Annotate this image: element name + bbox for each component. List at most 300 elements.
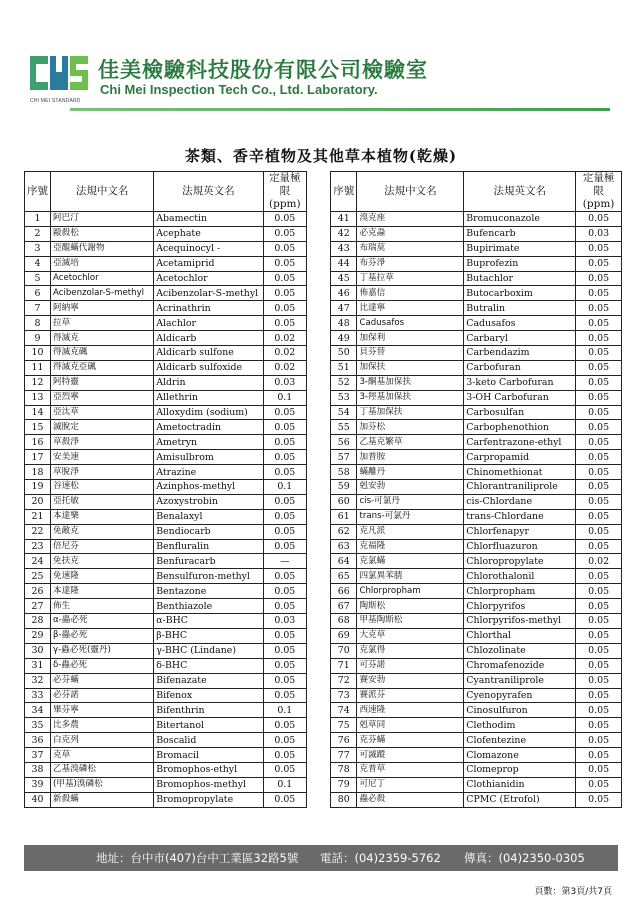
cell-name-en: Clothianidin [464,777,576,792]
cell-no: 46 [331,286,357,301]
table-row [331,762,622,777]
table-row [331,688,622,703]
cell-name-en: Acetamiprid [154,256,263,271]
table-row [331,480,622,495]
cell-name-en: Azoxystrobin [154,494,263,509]
cell-limit: 0.05 [576,494,622,509]
cell-name-en: Bromacil [154,748,263,763]
table-row [25,777,307,792]
cell-name-en: Carbofuran [464,360,576,375]
table-row [25,733,307,748]
cell-limit: 0.02 [576,554,622,569]
cell-name-zh: 新殺蟎 [51,792,154,807]
cell-no: 13 [25,390,51,405]
cell-no: 10 [25,346,51,361]
cell-name-zh: 剋安勃 [357,480,464,495]
cell-name-en: Chloropropylate [464,554,576,569]
cell-name-zh: 克氯得 [357,643,464,658]
cell-no: 73 [331,688,357,703]
cell-name-en: β-BHC [154,628,263,643]
table-row [25,375,307,390]
cell-limit: 0.05 [263,792,306,807]
cell-name-en: Bromophos-methyl [154,777,263,792]
cell-no: 44 [331,256,357,271]
cell-name-zh: trans-可氯丹 [357,509,464,524]
cell-limit: 0.05 [263,256,306,271]
page-number: 頁數：第3頁/共7頁 [534,887,612,897]
cell-name-zh: 必芬蟎 [51,673,154,688]
cell-no: 19 [25,480,51,495]
cell-name-zh: α-蟲必死 [51,614,154,629]
cell-name-zh: 乙基克繁草 [357,435,464,450]
cell-limit: 0.05 [263,688,306,703]
cell-limit: 0.05 [263,762,306,777]
cell-name-en: Butralin [464,301,576,316]
cell-name-en: Cyantraniliprole [464,673,576,688]
cms-logo-icon [30,52,90,96]
cell-name-zh: 克普草 [357,762,464,777]
table-row [25,792,307,807]
cell-no: 41 [331,212,357,227]
table-row [25,569,307,584]
table-row [25,360,307,375]
cell-no: 74 [331,703,357,718]
cell-name-en: Bromopropylate [154,792,263,807]
cell-name-zh: 本達隆 [51,584,154,599]
cell-limit: 0.05 [576,628,622,643]
cell-no: 80 [331,792,357,807]
cell-limit: 0.05 [263,643,306,658]
cell-name-zh: 可滅蹤 [357,748,464,763]
cell-name-en: Clomazone [464,748,576,763]
cell-name-en: Azinphos-methyl [154,480,263,495]
table-row [331,301,622,316]
cell-name-zh: 丁基加保扶 [357,405,464,420]
cell-name-zh: γ-蟲必死(靈丹) [51,643,154,658]
cell-limit: 0.05 [263,718,306,733]
cell-name-zh: 溴克座 [357,212,464,227]
cell-name-en: Aldrin [154,375,263,390]
table-row [25,718,307,733]
cell-name-zh: 草殺淨 [51,435,154,450]
cell-name-zh: 毆殺松 [51,226,154,241]
table-row [25,480,307,495]
cell-name-zh: 倍尼芬 [51,539,154,554]
table-row [331,718,622,733]
cell-name-en: Bifenthrin [154,703,263,718]
cell-no: 57 [331,450,357,465]
cell-name-en: Carpropamid [464,450,576,465]
cell-name-zh: 克芬蟎 [357,733,464,748]
table-row [331,777,622,792]
cell-limit: 0.1 [263,777,306,792]
cell-no: 49 [331,331,357,346]
cell-limit: 0.05 [576,792,622,807]
cell-name-zh: 谷速松 [51,480,154,495]
cell-name-zh: 加保利 [357,331,464,346]
table-row [25,658,307,673]
cell-name-zh: (甲基)溴磷松 [51,777,154,792]
table-row [331,346,622,361]
cell-name-en: Benfluralin [154,539,263,554]
col-header-limit: 定量極限(ppm) [576,172,622,212]
page-title: 茶類、香辛植物及其他草本植物(乾燥) [184,147,458,165]
cell-name-en: Bupirimate [464,241,576,256]
cell-name-en: γ-BHC (Lindane) [154,643,263,658]
cell-name-en: Benalaxyl [154,509,263,524]
cell-name-zh: 可芬諾 [357,658,464,673]
cell-name-en: Clofentezine [464,733,576,748]
cell-limit: 0.03 [263,375,306,390]
footer-phone: 電話：(04)2359-5762 [320,851,441,865]
table-row [331,614,622,629]
cell-no: 79 [331,777,357,792]
letterhead [0,0,642,120]
cell-no: 34 [25,703,51,718]
cell-name-zh: 阿納寧 [51,301,154,316]
cell-no: 8 [25,316,51,331]
cell-name-en: Butachlor [464,271,576,286]
cell-limit: 0.05 [576,524,622,539]
cell-no: 40 [25,792,51,807]
table-row [25,554,307,569]
cell-no: 30 [25,643,51,658]
cell-limit: 0.05 [576,688,622,703]
table-row [331,584,622,599]
table-row [331,509,622,524]
table-row [331,420,622,435]
cell-limit: 0.05 [576,346,622,361]
cell-no: 38 [25,762,51,777]
cell-name-en: Bromuconazole [464,212,576,227]
cell-no: 72 [331,673,357,688]
cell-limit: 0.03 [263,614,306,629]
cell-name-en: Acephate [154,226,263,241]
cell-name-zh: Acetochlor [51,271,154,286]
cell-limit: — [263,554,306,569]
cell-limit: 0.05 [576,539,622,554]
cell-no: 7 [25,301,51,316]
cell-limit: 0.1 [263,480,306,495]
cell-name-zh: 克草 [51,748,154,763]
cell-name-zh: 必克蝨 [357,226,464,241]
cell-name-zh: 陶斯松 [357,599,464,614]
table-row [331,569,622,584]
cell-limit: 0.05 [263,316,306,331]
cell-name-en: Acrinathrin [154,301,263,316]
cell-no: 52 [331,375,357,390]
contact-footer [24,845,618,871]
cell-name-en: Chromafenozide [464,658,576,673]
cell-name-zh: 得滅克碸 [51,346,154,361]
table-row [25,241,307,256]
cell-name-en: Benthiazole [154,599,263,614]
cell-name-zh: 亞醌蟎代謝物 [51,241,154,256]
table-row [25,256,307,271]
table-row [331,599,622,614]
cell-name-en: Amisulbrom [154,450,263,465]
cell-name-en: Bensulfuron-methyl [154,569,263,584]
table-row [331,316,622,331]
cell-limit: 0.05 [263,271,306,286]
cell-limit: 0.05 [263,450,306,465]
cell-name-zh: 賽安勃 [357,673,464,688]
cell-name-zh: 大克草 [357,628,464,643]
cell-name-en: Acetochlor [154,271,263,286]
cell-name-en: 3-OH Carbofuran [464,390,576,405]
cell-no: 22 [25,524,51,539]
cell-no: 11 [25,360,51,375]
cell-no: 62 [331,524,357,539]
cell-limit: 0.05 [576,256,622,271]
cell-no: 69 [331,628,357,643]
cell-name-zh: 得滅克亞碸 [51,360,154,375]
cell-name-en: trans-Chlordane [464,509,576,524]
cell-no: 1 [25,212,51,227]
table-row [331,494,622,509]
cell-limit: 0.05 [576,271,622,286]
cell-no: 71 [331,658,357,673]
cell-no: 21 [25,509,51,524]
cell-name-en: CPMC (Etrofol) [464,792,576,807]
cell-name-en: Cyenopyrafen [464,688,576,703]
cell-name-zh: 蟎離丹 [357,465,464,480]
cell-name-en: Bufencarb [464,226,576,241]
cell-name-zh: 佈嘉信 [357,286,464,301]
cell-limit: 0.05 [263,509,306,524]
cell-limit: 0.05 [576,375,622,390]
table-row [25,331,307,346]
cell-name-zh: 安美速 [51,450,154,465]
cell-limit: 0.05 [263,524,306,539]
cell-name-en: Clethodim [464,718,576,733]
cell-no: 60 [331,494,357,509]
col-header-en: 法規英文名 [154,172,263,212]
cell-no: 58 [331,465,357,480]
table-row [25,405,307,420]
cell-no: 37 [25,748,51,763]
cell-name-en: Chlorothalonil [464,569,576,584]
table-row [331,390,622,405]
cell-name-zh: 佈生 [51,599,154,614]
cell-name-en: Aldicarb [154,331,263,346]
cell-name-en: Chinomethionat [464,465,576,480]
cell-no: 67 [331,599,357,614]
cell-limit: 0.05 [576,360,622,375]
table-row [331,643,622,658]
cell-name-en: Ametoctradin [154,420,263,435]
footer-address: 地址：台中市(407)台中工業區32路5號 [96,851,299,865]
table-row [331,226,622,241]
cell-name-zh: 克福隆 [357,539,464,554]
table-row [331,658,622,673]
cell-no: 15 [25,420,51,435]
cell-limit: 0.05 [576,569,622,584]
cell-limit: 0.02 [263,331,306,346]
table-header-row [331,172,622,212]
cell-no: 47 [331,301,357,316]
cell-limit: 0.05 [576,316,622,331]
cell-name-zh: 可尼丁 [357,777,464,792]
cell-limit: 0.05 [576,777,622,792]
cell-limit: 0.05 [576,241,622,256]
cell-limit: 0.05 [576,584,622,599]
cell-limit: 0.05 [263,286,306,301]
cell-limit: 0.05 [576,465,622,480]
col-header-zh: 法規中文名 [357,172,464,212]
cell-no: 16 [25,435,51,450]
cell-no: 56 [331,435,357,450]
cell-name-en: Chlorpyrifos [464,599,576,614]
cell-no: 26 [25,584,51,599]
table-row [331,524,622,539]
cell-name-zh: 剋草同 [357,718,464,733]
cell-name-zh: 克氯蟎 [357,554,464,569]
cell-no: 61 [331,509,357,524]
cell-limit: 0.05 [263,584,306,599]
cell-limit: 0.05 [576,733,622,748]
cell-name-en: Aldicarb sulfoxide [154,360,263,375]
cell-no: 35 [25,718,51,733]
table-row [25,212,307,227]
cell-limit: 0.05 [576,420,622,435]
table-row [25,524,307,539]
cell-no: 53 [331,390,357,405]
table-row [25,450,307,465]
table-row [25,346,307,361]
cell-no: 31 [25,658,51,673]
cell-name-en: Alachlor [154,316,263,331]
cell-no: 64 [331,554,357,569]
cell-no: 5 [25,271,51,286]
cell-no: 2 [25,226,51,241]
cell-name-en: Boscalid [154,733,263,748]
table-row [25,509,307,524]
cell-name-en: Atrazine [154,465,263,480]
cell-limit: 0.05 [576,718,622,733]
cell-no: 77 [331,748,357,763]
cell-name-en: Chlorpyrifos-methyl [464,614,576,629]
cell-no: 54 [331,405,357,420]
cell-limit: 0.05 [576,331,622,346]
cell-no: 43 [331,241,357,256]
cell-name-zh: Chlorpropham [357,584,464,599]
cell-name-zh: 西速隆 [357,703,464,718]
cell-no: 39 [25,777,51,792]
cell-name-zh: 克凡派 [357,524,464,539]
cell-no: 68 [331,614,357,629]
cell-limit: 0.05 [263,212,306,227]
cell-name-zh: cis-可氯丹 [357,494,464,509]
header-divider [70,108,610,111]
cell-name-en: Bromophos-ethyl [154,762,263,777]
cell-limit: 0.05 [576,643,622,658]
cell-limit: 0.05 [263,673,306,688]
table-row [331,539,622,554]
cell-name-zh: 免扶克 [51,554,154,569]
cell-name-en: Carbophenothion [464,420,576,435]
cell-name-en: Buprofezin [464,256,576,271]
logo-caption: CHI MEI STANDARD [30,98,81,104]
cell-no: 59 [331,480,357,495]
cell-name-zh: 阿巴汀 [51,212,154,227]
cell-name-en: Bifenazate [154,673,263,688]
cell-name-en: Bendiocarb [154,524,263,539]
table-row [25,584,307,599]
cell-name-zh: 加芬松 [357,420,464,435]
cell-limit: 0.05 [263,465,306,480]
cell-limit: 0.05 [576,450,622,465]
cell-limit: 0.05 [263,405,306,420]
cell-limit: 0.05 [576,703,622,718]
cell-name-zh: 比多農 [51,718,154,733]
cell-name-zh: 3-酮基加保扶 [357,375,464,390]
cell-name-en: Chlorantraniliprole [464,480,576,495]
cell-name-en: α-BHC [154,614,263,629]
cell-name-en: Bentazone [154,584,263,599]
table-row [331,628,622,643]
cell-limit: 0.05 [263,420,306,435]
cell-limit: 0.05 [263,569,306,584]
cell-limit: 0.1 [263,703,306,718]
table-row [331,360,622,375]
table-row [331,212,622,227]
table-row [331,554,622,569]
cell-no: 65 [331,569,357,584]
cell-name-en: cis-Chlordane [464,494,576,509]
cell-name-zh: 免敵克 [51,524,154,539]
cell-name-en: Carbendazim [464,346,576,361]
table-row [331,733,622,748]
cell-limit: 0.1 [263,390,306,405]
cell-limit: 0.05 [263,733,306,748]
cell-name-zh: 蟲必殺 [357,792,464,807]
cell-name-en: Acequinocyl - [154,241,263,256]
cell-no: 27 [25,599,51,614]
cell-limit: 0.03 [576,226,622,241]
cell-name-zh: 丁基拉草 [357,271,464,286]
cell-name-zh: 畢芬寧 [51,703,154,718]
cell-no: 4 [25,256,51,271]
cell-no: 42 [331,226,357,241]
table-row [331,405,622,420]
cell-limit: 0.05 [263,539,306,554]
table-row [25,703,307,718]
cell-name-en: δ-BHC [154,658,263,673]
cell-name-en: Cadusafos [464,316,576,331]
table-row [25,599,307,614]
cell-limit: 0.05 [263,435,306,450]
cell-no: 25 [25,569,51,584]
cell-name-zh: 必芬諾 [51,688,154,703]
cell-name-zh: 滅脫定 [51,420,154,435]
cell-limit: 0.05 [263,748,306,763]
cell-name-en: Cinosulfuron [464,703,576,718]
cell-limit: 0.05 [263,494,306,509]
table-row [25,643,307,658]
cell-name-zh: Cadusafos [357,316,464,331]
table-row [25,435,307,450]
cell-limit: 0.05 [576,658,622,673]
cell-no: 6 [25,286,51,301]
cell-name-zh: 免速隆 [51,569,154,584]
cell-limit: 0.02 [263,346,306,361]
cell-no: 51 [331,360,357,375]
cell-no: 28 [25,614,51,629]
limits-table-left [24,171,307,808]
cell-no: 75 [331,718,357,733]
table-row [25,628,307,643]
